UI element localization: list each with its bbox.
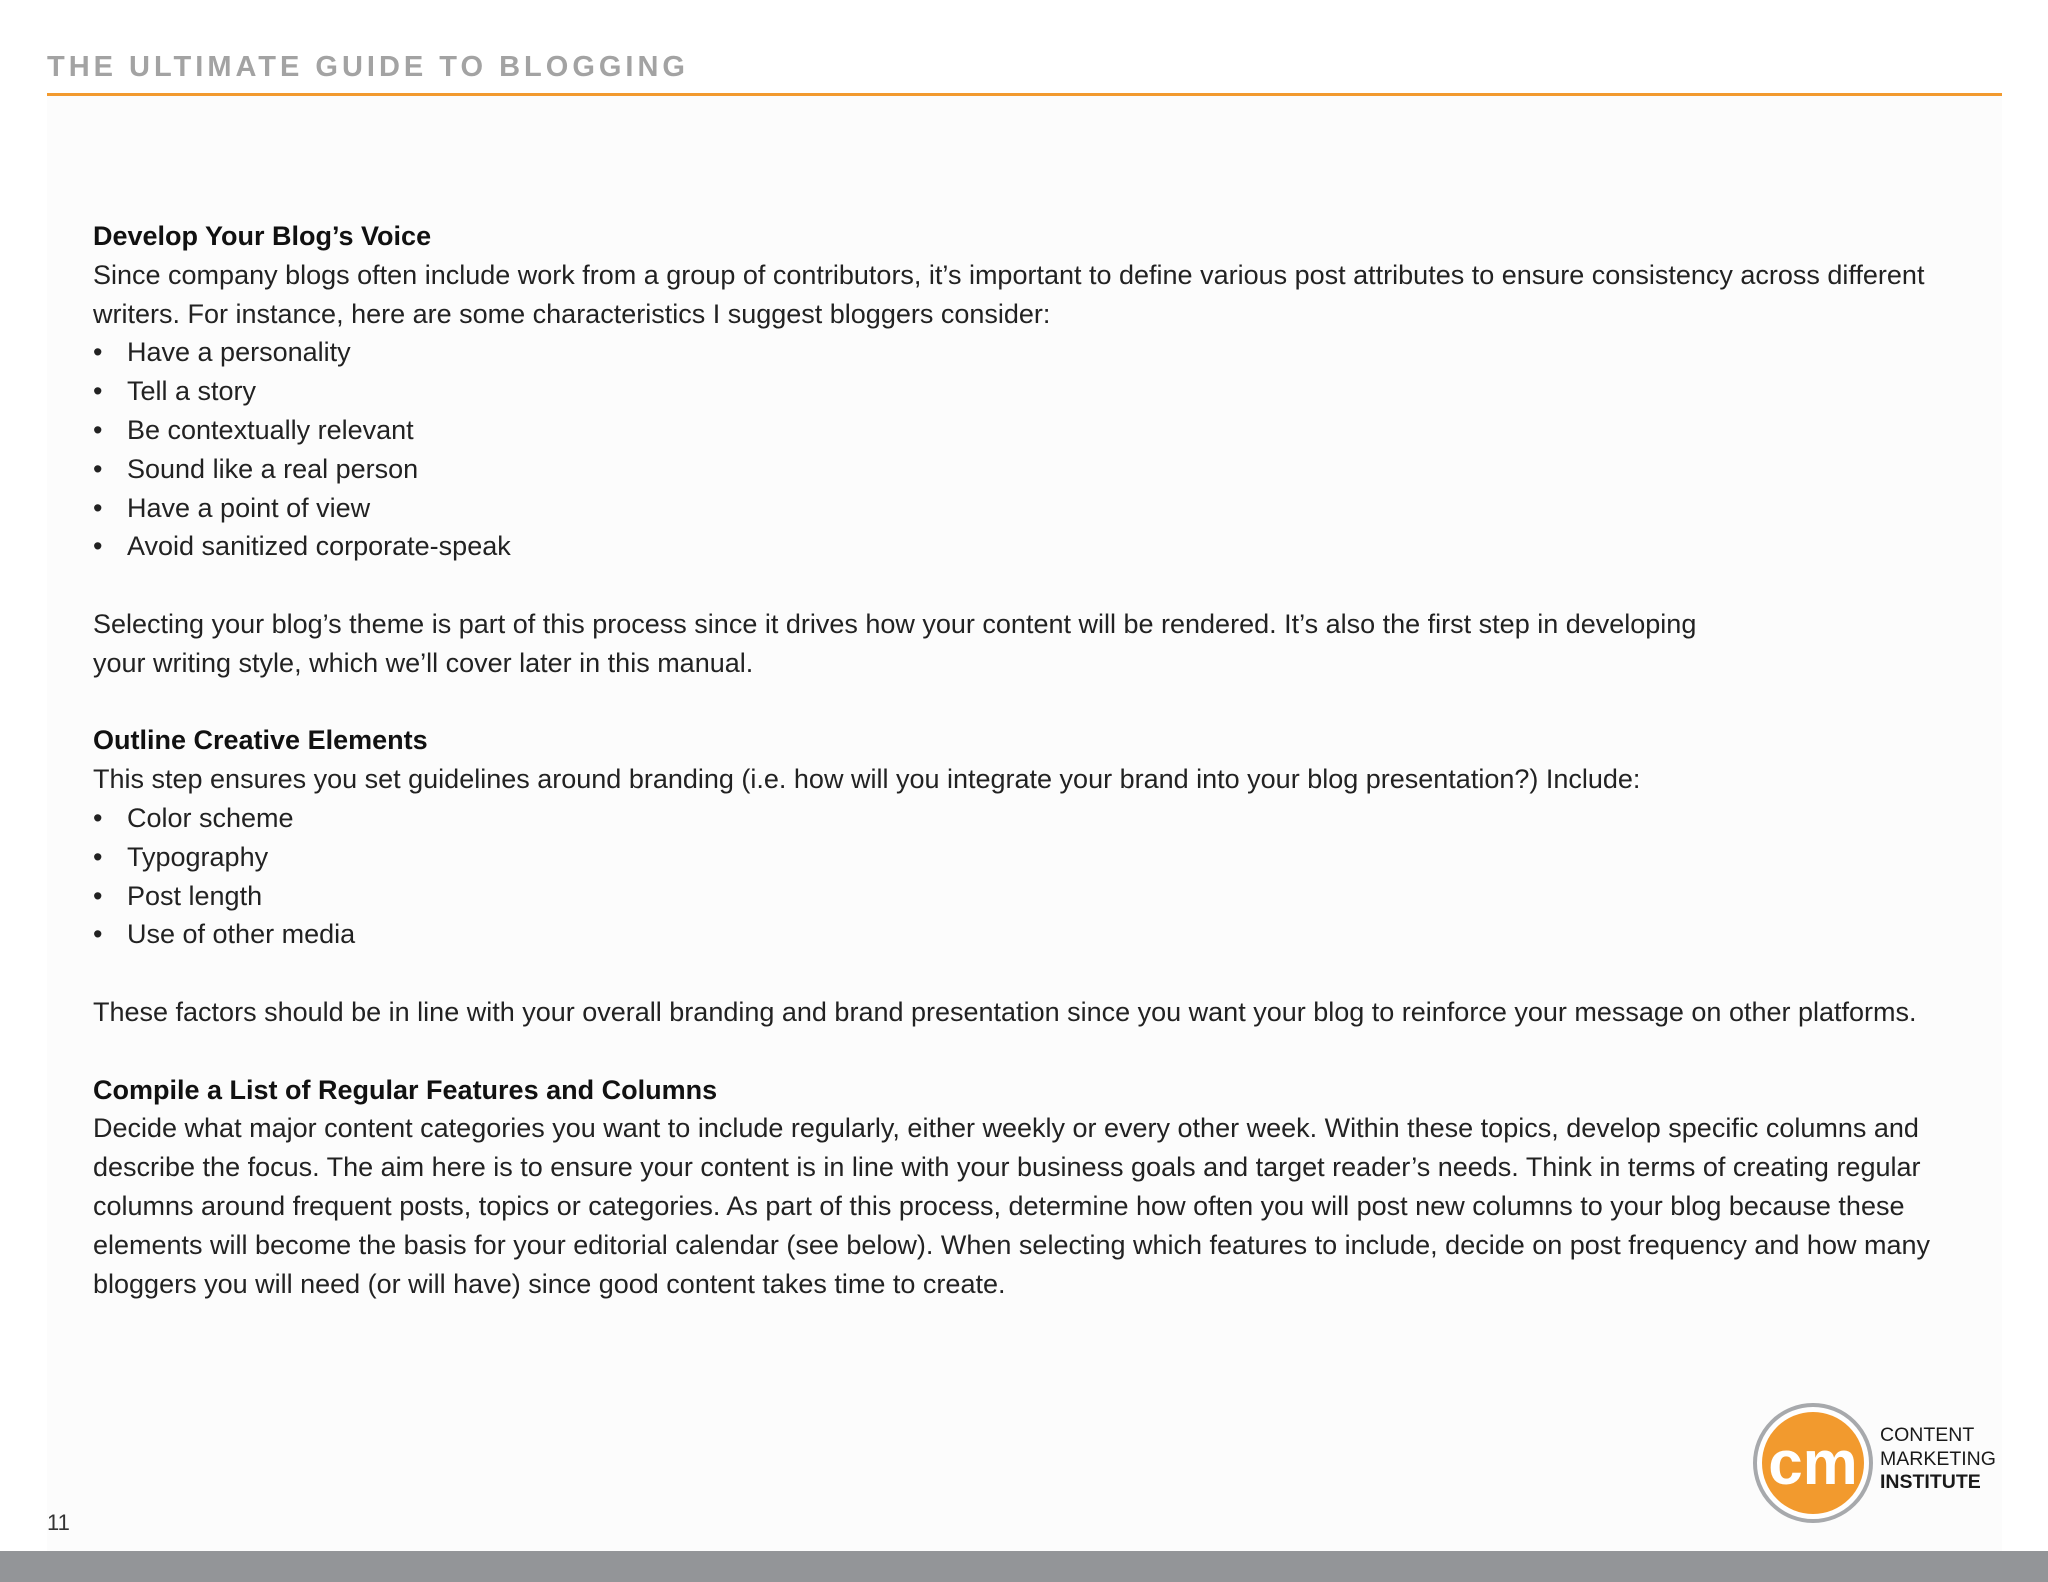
spacer (93, 1032, 1973, 1071)
list-item (93, 838, 1973, 877)
cmi-logo-text (1880, 1424, 1996, 1495)
section-followup-voice-line1: Selecting your blog’s theme is part of this process since it drives how your content will be rendered. It’s also the first step in developing (93, 608, 1697, 639)
list-item (93, 372, 1973, 411)
list-item (93, 915, 1973, 954)
list-item-text: Sound like a real person (127, 453, 419, 484)
list-item (93, 333, 1973, 372)
section-body-features: Decide what major content categories you want to include regularly, either weekly or every other week. Within these topics, develop specific columns and describe the focus. The aim here is to ensure your content is in line with your business goals and target reader’s needs. Think in terms of creating regular columns around frequent posts, topics or categories. As part of this process, determine how often you will post new columns to your blog because these elements will become the basis for your editorial calendar (see below). When selecting which features to include, decide on post frequency and how many bloggers you will need (or will have) since good content takes time to create. (93, 1113, 1930, 1299)
bullet-icon: • (93, 841, 103, 872)
bullet-icon: • (93, 531, 103, 562)
bullet-icon: • (93, 414, 103, 445)
list-item-text: Typography (127, 841, 269, 872)
list-item-text: Color scheme (127, 802, 294, 833)
footer-bar (0, 1551, 2048, 1582)
bullet-icon: • (93, 802, 103, 833)
section-intro-creative: This step ensures you set guidelines around branding (i.e. how will you integrate your brand into your blog presentation?) Include: (93, 764, 1641, 795)
bullet-icon: • (93, 376, 103, 407)
bullet-icon: • (93, 492, 103, 523)
section-heading-voice: Develop Your Blog’s Voice (93, 221, 432, 251)
list-item-text: Have a personality (127, 337, 351, 368)
spacer (93, 954, 1973, 993)
list-item (93, 450, 1973, 489)
list-item-text: Post length (127, 880, 263, 911)
logo-line-marketing: MARKETING (1880, 1447, 1996, 1470)
cmi-logo (1752, 1402, 2012, 1526)
bullet-icon: • (93, 919, 103, 950)
page-number: 11 (47, 1510, 70, 1535)
cmi-logo-mark (1752, 1402, 1874, 1524)
list-item (93, 489, 1973, 528)
list-item-text: Tell a story (127, 376, 257, 407)
section-followup-voice-line2: your writing style, which we’ll cover later in this manual. (93, 647, 754, 678)
bullet-icon: • (93, 337, 103, 368)
section-heading-creative: Outline Creative Elements (93, 725, 428, 756)
list-item (93, 799, 1973, 838)
document-title: THE ULTIMATE GUIDE TO BLOGGING (47, 51, 689, 83)
list-item-text: Be contextually relevant (127, 414, 414, 445)
cmi-logo-mark-text: cm (1768, 1429, 1858, 1498)
list-item-text: Use of other media (127, 919, 356, 950)
page-header (47, 47, 2002, 96)
bullet-list-creative (93, 799, 1973, 954)
logo-line-content: CONTENT (1880, 1424, 1975, 1446)
page-content (93, 217, 1973, 1303)
spacer (93, 683, 1973, 722)
list-item-text: Have a point of view (127, 492, 371, 523)
section-followup-creative: These factors should be in line with your overall branding and brand presentation since you want your blog to reinforce your message on other platforms. (93, 996, 1917, 1027)
bullet-list-voice (93, 333, 1973, 566)
list-item (93, 877, 1973, 916)
bullet-icon: • (93, 453, 103, 484)
section-heading-features: Compile a List of Regular Features and Columns (93, 1074, 718, 1105)
list-item (93, 411, 1973, 450)
list-item-text: Avoid sanitized corporate-speak (127, 531, 511, 562)
logo-line-institute: INSTITUTE (1880, 1471, 1981, 1493)
list-item (93, 527, 1973, 566)
spacer (93, 566, 1973, 605)
bullet-icon: • (93, 880, 103, 911)
section-intro-voice: Since company blogs often include work from a group of contributors, it’s important to define various post attributes to ensure consistency across different writers. For instance, here are some characteristics I suggest bloggers consider: (93, 259, 1925, 329)
